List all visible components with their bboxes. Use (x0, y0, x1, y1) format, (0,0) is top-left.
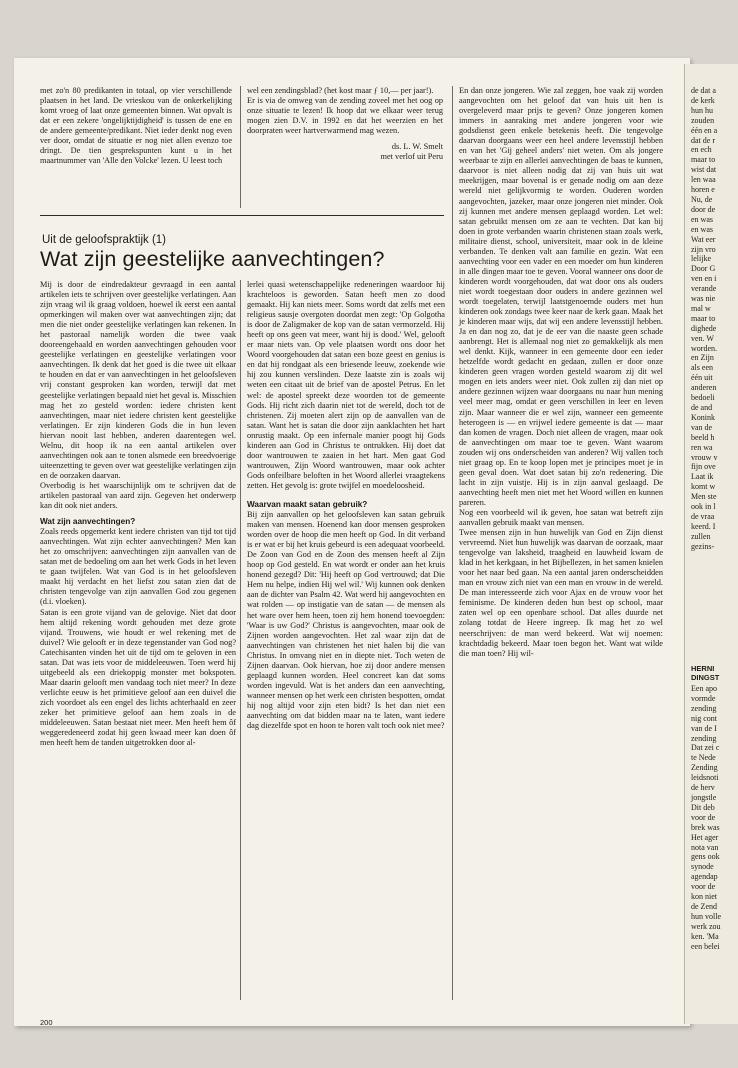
next-page-line: komt w (691, 482, 716, 492)
next-page-box-line: de herv (691, 783, 715, 793)
author-role: met verlof uit Peru (380, 152, 443, 162)
article-title: Wat zijn geestelijke aanvechtingen? (40, 247, 385, 271)
next-page-line: ook in l (691, 502, 716, 512)
next-page-line: wist dat (691, 165, 717, 175)
next-page-box-heading: HERNI DINGST (691, 664, 720, 682)
next-page-line: len waa (691, 175, 716, 185)
next-page-line: keerd. I (691, 521, 716, 531)
next-page-line: verande (691, 284, 717, 294)
next-page-line: en was (691, 224, 713, 234)
next-page-box-line: agendap (691, 872, 718, 882)
next-page-box-line: Zending (691, 763, 718, 773)
next-page-line: was nie (691, 294, 716, 304)
previous-article-column-1 (40, 86, 232, 166)
next-page-box-line: werk zou (691, 921, 721, 931)
next-page-box-line: kon niet (691, 892, 717, 902)
paragraph: Zoals reeds opgemerkt kent iedere christen van tijd tot tijd aanvechtingen. Wat zijn echter aanvechtingen? Men kan het zo omschrijven: aanvechtingen zijn aanvallen van de satan met de bedoeling om aan het werk Gods in het leven te gaan twijfelen. Wat van God is in het geloofsleven maakt hij verdacht en het liefst zou satan zien dat de christen tengevolge van zijn aanvallen God zou gegenen (d.i. vloeken). (40, 527, 236, 607)
column-divider (240, 86, 241, 208)
next-page-line: maar to (691, 155, 716, 165)
paragraph: Bij zijn aanvallen op het geloofsleven kan satan gebruik maken van mensen. Hoenend kan door mensen gesproken worden over de hoop die men heeft op God. In dit verband is er wat er bij het kruis gebeurd is een adequaat voorbeeld. De Zoon van God en de Zoon des mensen heeft al Zijn hoop op God gesteld. En wat wordt er onder aan het kruis honend gezegd? Dit: 'Hij heeft op God vertrouwd; dat Die Hem nu helpe, indien Hij wel wil.' Wij kunnen ook denken aan de dichter van Psalm 42. Wat werd hij aangevochten en wat rolden — op instigatie van de satan — de mensen als het ware over hem heen, toen zij hem honend toevoegden: 'Waar is uw God?' Christus is aangevochten, maar ook de Zijnen worden aangevochten. Het zal waar zijn dat de aanvechtingen van christenen het niet halen bij die van Christus. In omvang niet en in diepte niet. Toch weten de Zijnen daarvan. Ook hiervan, hoe zij door andere mensen geplaagd kunnen worden. Heel concreet kan dat soms worden ingevuld. Wat is het anders dan een aanvechting, wanneer mensen op het werk een christen bespotten, omdat hij nog altijd voor zijn eten bidt? Is het dan niet een aanvechting om dat bidden maar na te laten, want iedere dag diezelfde spot en hoon te horen valt toch ook niet mee? (247, 510, 445, 731)
next-page-line: dighede (691, 323, 717, 333)
next-page-text (685, 86, 717, 552)
next-page-box-line: nota van (691, 842, 719, 852)
next-page-line: zouden (691, 115, 715, 125)
next-page-box-line: vormde (691, 693, 716, 703)
next-page-line: vrouw v (691, 452, 718, 462)
next-page-line: ven. W (691, 333, 714, 343)
next-page-edge (684, 64, 738, 1024)
next-page-line: zijn vro (691, 244, 716, 254)
next-page-box (685, 664, 731, 951)
next-page-line: en ech (691, 145, 712, 155)
subheading-aanvechtingen: Wat zijn aanvechtingen? (40, 517, 136, 527)
next-page-line: beeld h (691, 432, 715, 442)
next-page-box-line: Het ager (691, 832, 719, 842)
next-page-line: de dat a (691, 86, 716, 95)
next-page-line: worden. (691, 343, 717, 353)
next-page-line: fijn ove (691, 462, 716, 472)
next-page-line: één en a (691, 125, 718, 135)
next-page-line: Konink (691, 412, 715, 422)
next-page-line: Wat eer (691, 234, 716, 244)
next-page-line: maar to (691, 313, 716, 323)
next-page-line: van de (691, 422, 713, 432)
paragraph: met zo'n 80 predikanten in totaal, op vier verschillende plaatsen in het land. De vrieskou van de onkerkelijking komt vroeg of laat onze gemeenten binnen. Wat opvalt is dat er een zekere 'ongelijktijdigheid' is tussen de ene en de andere gemeente/predikant. Niet ieder denkt nog even ver door, omdat de situatie er nog niet allen evenzo toe dringt. De tien gesprekspunten kunt u in het maartnummer van 'Alle den Volcke' lezen. U leest toch (40, 86, 232, 166)
paragraph: Twee mensen zijn in hun huwelijk van God en Zijn dienst vervreemd. Niet hun huwelijk was daarvan de oorzaak, maar tengevolge van laksheid, traagheid en lauwheid kwam de klad in het kerkgaan, in het Bijbellezen, in het samen knielen voor het naar bed gaan. Na een aantal jaren onderscheidden man en vrouw zich niet van een man en vrouw in de wereld. De man interesseerde zich voor Ajax en de vrouw voor het feminisme. De kinderen deden hun best op school, maar zaten wel op een openbare school. Dat alles duurde net zolang totdat de Heere ingreep. Ik mag het zo wel neerschrijven: de man werd bekeerd. Wat wij noemen: krachtdadig bekeerd. Maar toen begon het. Want wat wilde die man toen? Hij wil- (459, 528, 663, 658)
article-column-2 (247, 280, 445, 731)
paragraph: Er is via de omweg van de zending zoveel met het oog op onze situatie te lezen! Ik hoop dat we elkaar weer terug mogen zien D.V. in 1992 en dat het weerzien en het doorpraten weer hartverwarmend mag wezen. (247, 96, 443, 136)
next-page-line: de kerk (691, 95, 715, 105)
next-page-box-line: ken. 'Ma (691, 931, 719, 941)
page-number: 200 (40, 1018, 53, 1027)
next-page-line: lelijke (691, 254, 711, 264)
next-page-line: Door G (691, 264, 716, 274)
next-page-line: anderen (691, 383, 717, 393)
paragraph: lerlei quasi wetenschappelijke redeneringen waardoor hij krachteloos is geworden. Satan heeft men zo dood gemaakt. Hij kan niets meer. Soms wordt dat zelfs met een religieus sausje overgoten doordat men zegt: 'Op Golgotha is door de Zaligmaker de kop van de satan vermorzeld. Hij heeft op ons geen vat meer, want hij is dood.' Wel, gelooft er maar niets van. Op vele plaatsen wordt ons door het Woord voorgehouden dat satan een boze geest en genius is en dat hij rondgaat als een briesende leeuw, zoekende wie hij zou kunnen verslinden. Deze laatste zin is zoals wij weten een citaat uit de brief van de apostel Petrus. En let wel: de apostel spreekt deze woorden tot de gemeente Gods. Hij richt zich daarin niet tot de wereld, doch tot de christenen. Zij moeten alert zijn op de aanvallen van de satan. Want het is satan die door zijn aanklachten het hart onrustig maakt. Op een infernale manier poogt hij Gods kinderen aan God in Christus te ontrukken. Hij doet dat door wantrouwen te zaaien in het hart. Men gaat God wantrouwen, Zijn Woord wantrouwen, maar ook achter Gods onfeilbare beloften in het Woord allerlei vraagtekens zetten. Het gevolg is: grote twijfel en moedeloosheid. (247, 280, 445, 490)
next-page-box-line: Dat zei c (691, 743, 720, 753)
next-page-box-line: de Zend (691, 901, 717, 911)
next-page-box-line: van de I (691, 723, 717, 733)
paragraph: Nog een voorbeeld wil ik geven, hoe satan wat betreft zijn aanvallen gebruik maakt van mensen. (459, 507, 663, 528)
next-page-line: ren wa (691, 442, 713, 452)
next-page-box-line: leidsnoti (691, 773, 719, 783)
next-page-box-line: een belei (691, 941, 720, 951)
paragraph: En dan onze jongeren. Wie zal zeggen, hoe vaak zij worden aangevochten om het geloof dat van huis uit hen is overgeleverd maar prijs te geven? Onze jongeren komen immers in aanraking met andere jongeren voor wie godsdienst geen enkele betekenis heeft. Die tengevolge daarvan doorgaans weer een heel andere levensstijl hebben en van het 'Gij geheel anders' niet weten. Om als jongere weerbaar te zijn en allerlei aanvechtingen de baas te kunnen, daarvoor is niet alleen nodig dat zij van huis uit wat meekrijgen, maar bovenal is er genade nodig om aan deze wereld niet gelijkvormig te worden. Ouderen worden aangevochten, jazeker, maar onze jongeren niet minder. Ook zij kunnen met andere mensen geplaagd worden. Let wel: satan gebruikt mensen om ze aan te vechten. Dat kan bij doen in grote verbanden waarin christenen staan zoals werk, militaire dienst, school, universiteit, maar ook in de kleine verbanden. Te denken valt aan familie en gezin. Wat een aanvechting voor een vader en een moeder om hun kinderen in alle dingen maar toe te geven. Vooral wanneer ons door de kinderen wordt voorgehouden, dat wat door ons als ouders niet wordt toegestaan door ouders in andere gezinnen wel wordt toegelaten, terwijl laatstgenoemde ouders met hun kinderen ook zondags twee keer naar de kerk gaan. Maak het je kinderen maar wijs, dat wij een andere levensstijl hebben. Ja en dan nog zo, dat je de eer van die naaste geen schade aanbrengt. Het is allemaal nog niet zo gemakkelijk als men wel denkt. Kijk, wanneer in een gemeente door een ieder hetzelfde wordt gedacht en gedaan, zullen er door onze kinderen geen vragen worden gesteld waarom zij dit wel mogen en iets anders weer niet. Ook zullen zij dan niet op andere gezinnen wijzen waar doorgaans nu naar hun mening veel meer mag, omdat er geen verschillen in leer en leven zijn. Maar wanneer die er wel zijn, wanneer een gemeente heterogeen is — en vrijwel iedere gemeente is dat — maar dan komen de vragen. Doch niet alleen de vragen, maar ook de aanvechtingen om maar toe te geven. Want waarom zouden wij ons onderscheiden van anderen? Wij vallen toch niet graag op. En te koop lopen met je principes moet je in geen geval doen. Wat doet satan bij zo'n redenering. Die lacht in zijn vuistje. Hij is in zijn aanval geslaagd. De aanvechting heeft men niet met het Woord willen en kunnen pareren. (459, 86, 663, 507)
next-page-line: horen e (691, 185, 715, 195)
next-page-line: ven en i (691, 274, 717, 284)
paragraph: wel een zendingsblad? (het kost maar ƒ 10,— per jaar!). (247, 86, 434, 95)
paragraph: Satan is een grote vijand van de gelovige. Niet dat door hem altijd rekening wordt gehouden met deze grote vijand. Trouwens, wie houdt er wel rekening met de duivel? Wie gelooft er in deze tegenstander van God nog? Catechisanten vinden het uit de tijd om te geloven in een satan. Dat was iets voor de middeleeuwen. Toen werd hij uitgebeeld als een driekoppig monster met bokspoten. Maar daarin gelooft men vandaag toch niet meer? In deze verlichte eeuw is het primitieve geloof aan een duivel die zich voordoet als een engel des lichts achterhaald en zeer zeker het primitieve geloof aan hem zoals in de middeleeuwen. Satan bestaat niet meer. Men heeft hem ôf weggeredeneerd zodat hij geen kwaad meer kan doen ôf men heeft hem de tanden uitgetrokken door al- (40, 607, 236, 748)
next-page-line: één uit (691, 373, 713, 383)
next-page-box-line: nig cont (691, 713, 717, 723)
previous-article-column-2 (247, 86, 443, 162)
next-page-line: Nu, de (691, 194, 713, 204)
next-page-line: en Zijn (691, 353, 714, 363)
next-page-box-line: hun volle (691, 911, 721, 921)
next-page-line: zullen (691, 531, 711, 541)
next-page-box-line: zending (691, 703, 717, 713)
next-page-box-line: voor de (691, 882, 716, 892)
divider (40, 215, 444, 216)
next-page-box-line: Dit deb (691, 802, 715, 812)
next-page-line: de vraa (691, 511, 715, 521)
next-page-line: bedoeli (691, 393, 715, 403)
article-column-3 (459, 86, 663, 659)
next-page-line: hun hu (691, 105, 713, 115)
next-page-box-line: synode (691, 862, 714, 872)
next-page-box-line: zending (691, 733, 717, 743)
subheading-satan: Waarvan maakt satan gebruik? (247, 499, 368, 509)
column-divider (452, 86, 453, 1000)
paragraph: Overbodig is het waarschijnlijk om te schrijven dat de artikelen pastoraal van aard zijn. Gegeven het onderwerp kan dit ook niet anders. (40, 480, 236, 511)
next-page-line: door de (691, 204, 716, 214)
next-page-line: dat de r (691, 135, 715, 145)
next-page-line: en was (691, 214, 713, 224)
next-page-line: gezins- (691, 541, 715, 551)
next-page-line: mal w (691, 303, 711, 313)
next-page-box-line: brek was (691, 822, 720, 832)
next-page-line: Men ste (691, 492, 717, 502)
next-page-line: als een (691, 363, 713, 373)
column-divider (240, 280, 241, 1000)
author-signature: ds. L. W. Smelt (391, 142, 443, 152)
next-page-line: Laat ik (691, 472, 714, 482)
next-page-box-line: te Nede (691, 753, 716, 763)
next-page-box-line: voor de (691, 812, 716, 822)
section-kicker: Uit de geloofspraktijk (1) (42, 234, 166, 246)
next-page-box-line: jongstle (691, 792, 717, 802)
article-column-1 (40, 280, 236, 748)
paragraph: Mij is door de eindredakteur gevraagd in een aantal artikelen iets te schrijven over geestelijke verlatingen. Aan zijn vraag wil ik graag voldoen, hoewel ik eerst een aantal opmerkingen wil maken over wat aanvechtingen zijn; dat men die niet onder geestelijke verlatingen kan rekenen. In het pastoraal namelijk worden die twee vaak dooreengehaald en worden aanvechtingen gehouden voor geestelijke verlatingen en geestelijke verlatingen voor aanvechtingen. Ik denk dat het goed is die twee uit elkaar te houden en dat er van aanvechtingen in het geloofsleven vrij constant gesproken kan worden, terwijl dat met geestelijke verlatingen bepaald niet het geval is. Misschien mag het zo gesteld worden: iedere christen kent aanvechtingen, maar niet iedere christen kent geestelijke verlatingen. Er zijn kinderen Gods die in hun leven hiervan nooit last hebben, anderen daarentegen wel. Welnu, dit hoop ik na een aantal artikelen over aanvechtingen ook aan te tonen alsmede een breedvoerige uiteenzetting te geven over wat geestelijke verlatingen zijn en de oorzaken daarvan. (40, 280, 236, 480)
next-page-box-line: gens ook (691, 852, 720, 862)
next-page-box-line: Een apo (691, 684, 717, 693)
next-page-line: de and (691, 403, 713, 412)
